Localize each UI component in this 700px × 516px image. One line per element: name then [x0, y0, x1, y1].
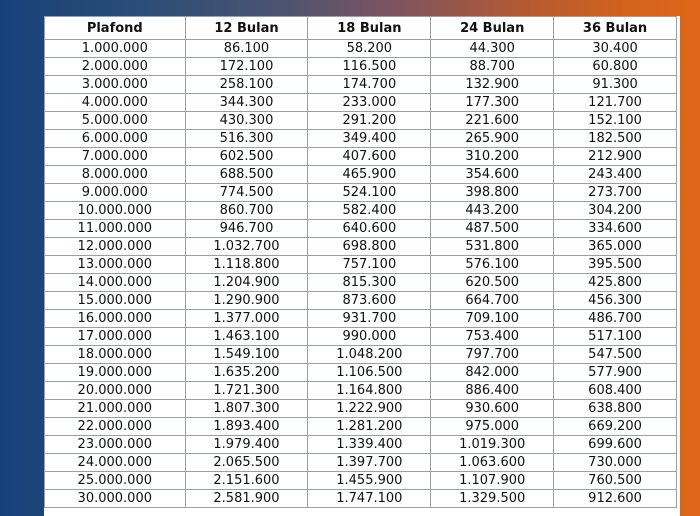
- cell-18-bulan: 1.164.800: [308, 382, 431, 400]
- cell-36-bulan: 425.800: [554, 274, 677, 292]
- table-body: [45, 40, 677, 508]
- table-row: [45, 40, 677, 58]
- header-row: [45, 17, 677, 40]
- cell-24-bulan: 620.500: [431, 274, 554, 292]
- cell-plafond: 9.000.000: [45, 184, 186, 202]
- cell-36-bulan: 912.600: [554, 490, 677, 508]
- table-row: [45, 220, 677, 238]
- column-header-12-bulan: 12 Bulan: [185, 17, 308, 40]
- cell-plafond: 5.000.000: [45, 112, 186, 130]
- cell-18-bulan: 524.100: [308, 184, 431, 202]
- cell-12-bulan: 1.118.800: [185, 256, 308, 274]
- cell-12-bulan: 516.300: [185, 130, 308, 148]
- cell-24-bulan: 576.100: [431, 256, 554, 274]
- cell-24-bulan: 886.400: [431, 382, 554, 400]
- cell-12-bulan: 1.979.400: [185, 436, 308, 454]
- cell-18-bulan: 698.800: [308, 238, 431, 256]
- cell-12-bulan: 1.032.700: [185, 238, 308, 256]
- cell-12-bulan: 946.700: [185, 220, 308, 238]
- cell-36-bulan: 547.500: [554, 346, 677, 364]
- cell-24-bulan: 531.800: [431, 238, 554, 256]
- table-row: [45, 274, 677, 292]
- cell-18-bulan: 1.106.500: [308, 364, 431, 382]
- table-row: [45, 310, 677, 328]
- cell-18-bulan: 1.048.200: [308, 346, 431, 364]
- cell-12-bulan: 2.065.500: [185, 454, 308, 472]
- cell-plafond: 25.000.000: [45, 472, 186, 490]
- cell-12-bulan: 1.549.100: [185, 346, 308, 364]
- cell-plafond: 7.000.000: [45, 148, 186, 166]
- cell-24-bulan: 1.107.900: [431, 472, 554, 490]
- cell-36-bulan: 304.200: [554, 202, 677, 220]
- cell-12-bulan: 688.500: [185, 166, 308, 184]
- table-row: [45, 94, 677, 112]
- cell-24-bulan: 398.800: [431, 184, 554, 202]
- cell-36-bulan: 273.700: [554, 184, 677, 202]
- table-row: [45, 166, 677, 184]
- cell-12-bulan: 1.721.300: [185, 382, 308, 400]
- cell-12-bulan: 2.151.600: [185, 472, 308, 490]
- cell-24-bulan: 1.329.500: [431, 490, 554, 508]
- cell-plafond: 19.000.000: [45, 364, 186, 382]
- cell-12-bulan: 1.635.200: [185, 364, 308, 382]
- cell-36-bulan: 182.500: [554, 130, 677, 148]
- cell-plafond: 20.000.000: [45, 382, 186, 400]
- table-row: [45, 76, 677, 94]
- cell-18-bulan: 757.100: [308, 256, 431, 274]
- cell-36-bulan: 638.800: [554, 400, 677, 418]
- table-row: [45, 454, 677, 472]
- cell-18-bulan: 931.700: [308, 310, 431, 328]
- cell-36-bulan: 60.800: [554, 58, 677, 76]
- table-row: [45, 436, 677, 454]
- cell-18-bulan: 873.600: [308, 292, 431, 310]
- table-row: [45, 472, 677, 490]
- cell-24-bulan: 1.063.600: [431, 454, 554, 472]
- cell-plafond: 2.000.000: [45, 58, 186, 76]
- cell-24-bulan: 44.300: [431, 40, 554, 58]
- table-row: [45, 238, 677, 256]
- cell-plafond: 12.000.000: [45, 238, 186, 256]
- cell-24-bulan: 753.400: [431, 328, 554, 346]
- cell-plafond: 23.000.000: [45, 436, 186, 454]
- cell-plafond: 18.000.000: [45, 346, 186, 364]
- cell-36-bulan: 334.600: [554, 220, 677, 238]
- cell-36-bulan: 699.600: [554, 436, 677, 454]
- cell-36-bulan: 121.700: [554, 94, 677, 112]
- cell-plafond: 3.000.000: [45, 76, 186, 94]
- cell-plafond: 17.000.000: [45, 328, 186, 346]
- cell-plafond: 21.000.000: [45, 400, 186, 418]
- cell-18-bulan: 407.600: [308, 148, 431, 166]
- cell-36-bulan: 486.700: [554, 310, 677, 328]
- cell-plafond: 10.000.000: [45, 202, 186, 220]
- installment-table-panel: [44, 16, 680, 516]
- table-row: [45, 418, 677, 436]
- cell-24-bulan: 797.700: [431, 346, 554, 364]
- cell-12-bulan: 860.700: [185, 202, 308, 220]
- cell-24-bulan: 177.300: [431, 94, 554, 112]
- cell-12-bulan: 1.893.400: [185, 418, 308, 436]
- cell-36-bulan: 395.500: [554, 256, 677, 274]
- cell-12-bulan: 344.300: [185, 94, 308, 112]
- column-header-24-bulan: 24 Bulan: [431, 17, 554, 40]
- table-row: [45, 364, 677, 382]
- installment-table: [44, 16, 677, 508]
- cell-24-bulan: 443.200: [431, 202, 554, 220]
- cell-24-bulan: 354.600: [431, 166, 554, 184]
- cell-plafond: 24.000.000: [45, 454, 186, 472]
- cell-36-bulan: 365.000: [554, 238, 677, 256]
- table-row: [45, 328, 677, 346]
- table-row: [45, 112, 677, 130]
- cell-36-bulan: 30.400: [554, 40, 677, 58]
- cell-plafond: 16.000.000: [45, 310, 186, 328]
- cell-36-bulan: 517.100: [554, 328, 677, 346]
- cell-plafond: 22.000.000: [45, 418, 186, 436]
- cell-36-bulan: 456.300: [554, 292, 677, 310]
- table-row: [45, 202, 677, 220]
- cell-36-bulan: 243.400: [554, 166, 677, 184]
- table-row: [45, 292, 677, 310]
- cell-12-bulan: 2.581.900: [185, 490, 308, 508]
- column-header-18-bulan: 18 Bulan: [308, 17, 431, 40]
- cell-plafond: 11.000.000: [45, 220, 186, 238]
- cell-18-bulan: 1.222.900: [308, 400, 431, 418]
- cell-plafond: 1.000.000: [45, 40, 186, 58]
- cell-plafond: 13.000.000: [45, 256, 186, 274]
- cell-24-bulan: 664.700: [431, 292, 554, 310]
- cell-36-bulan: 669.200: [554, 418, 677, 436]
- cell-36-bulan: 730.000: [554, 454, 677, 472]
- cell-18-bulan: 1.339.400: [308, 436, 431, 454]
- cell-24-bulan: 975.000: [431, 418, 554, 436]
- cell-plafond: 4.000.000: [45, 94, 186, 112]
- cell-24-bulan: 1.019.300: [431, 436, 554, 454]
- cell-plafond: 6.000.000: [45, 130, 186, 148]
- table-row: [45, 490, 677, 508]
- table-row: [45, 382, 677, 400]
- cell-plafond: 14.000.000: [45, 274, 186, 292]
- cell-18-bulan: 1.281.200: [308, 418, 431, 436]
- cell-12-bulan: 1.463.100: [185, 328, 308, 346]
- table-row: [45, 148, 677, 166]
- cell-24-bulan: 842.000: [431, 364, 554, 382]
- cell-18-bulan: 582.400: [308, 202, 431, 220]
- cell-18-bulan: 174.700: [308, 76, 431, 94]
- cell-36-bulan: 152.100: [554, 112, 677, 130]
- table-row: [45, 184, 677, 202]
- cell-36-bulan: 91.300: [554, 76, 677, 94]
- cell-plafond: 30.000.000: [45, 490, 186, 508]
- table-row: [45, 58, 677, 76]
- table-row: [45, 130, 677, 148]
- cell-24-bulan: 221.600: [431, 112, 554, 130]
- cell-12-bulan: 86.100: [185, 40, 308, 58]
- cell-36-bulan: 608.400: [554, 382, 677, 400]
- cell-18-bulan: 990.000: [308, 328, 431, 346]
- cell-12-bulan: 430.300: [185, 112, 308, 130]
- column-header-36-bulan: 36 Bulan: [554, 17, 677, 40]
- cell-18-bulan: 349.400: [308, 130, 431, 148]
- cell-24-bulan: 310.200: [431, 148, 554, 166]
- table-row: [45, 400, 677, 418]
- cell-24-bulan: 88.700: [431, 58, 554, 76]
- cell-24-bulan: 265.900: [431, 130, 554, 148]
- cell-12-bulan: 1.377.000: [185, 310, 308, 328]
- cell-plafond: 8.000.000: [45, 166, 186, 184]
- cell-18-bulan: 58.200: [308, 40, 431, 58]
- cell-36-bulan: 760.500: [554, 472, 677, 490]
- cell-12-bulan: 774.500: [185, 184, 308, 202]
- cell-12-bulan: 172.100: [185, 58, 308, 76]
- cell-12-bulan: 1.807.300: [185, 400, 308, 418]
- cell-18-bulan: 465.900: [308, 166, 431, 184]
- cell-12-bulan: 602.500: [185, 148, 308, 166]
- cell-18-bulan: 1.455.900: [308, 472, 431, 490]
- table-row: [45, 256, 677, 274]
- cell-12-bulan: 1.204.900: [185, 274, 308, 292]
- cell-24-bulan: 132.900: [431, 76, 554, 94]
- cell-12-bulan: 258.100: [185, 76, 308, 94]
- cell-12-bulan: 1.290.900: [185, 292, 308, 310]
- table-header: [45, 17, 677, 40]
- cell-18-bulan: 233.000: [308, 94, 431, 112]
- cell-36-bulan: 577.900: [554, 364, 677, 382]
- cell-18-bulan: 815.300: [308, 274, 431, 292]
- cell-24-bulan: 487.500: [431, 220, 554, 238]
- cell-18-bulan: 640.600: [308, 220, 431, 238]
- cell-18-bulan: 1.747.100: [308, 490, 431, 508]
- cell-36-bulan: 212.900: [554, 148, 677, 166]
- table-row: [45, 346, 677, 364]
- cell-18-bulan: 116.500: [308, 58, 431, 76]
- cell-18-bulan: 291.200: [308, 112, 431, 130]
- cell-18-bulan: 1.397.700: [308, 454, 431, 472]
- cell-24-bulan: 930.600: [431, 400, 554, 418]
- cell-plafond: 15.000.000: [45, 292, 186, 310]
- column-header-plafond: Plafond: [45, 17, 186, 40]
- cell-24-bulan: 709.100: [431, 310, 554, 328]
